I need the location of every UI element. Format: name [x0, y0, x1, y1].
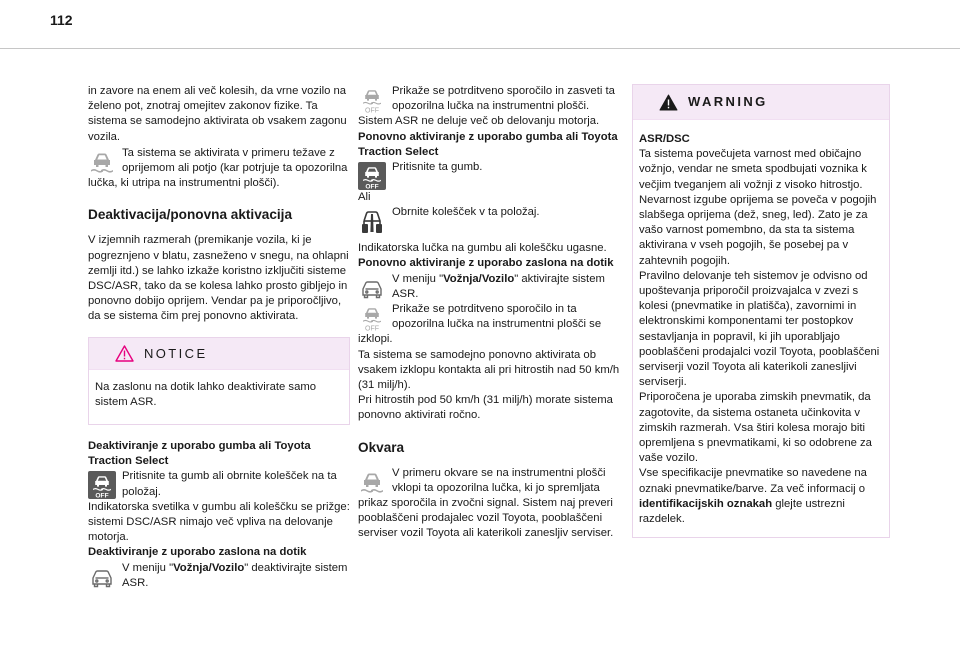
column-2	[358, 84, 620, 542]
skid-warning-light-icon	[358, 468, 386, 496]
section-heading-malfunction: Okvara	[358, 439, 405, 455]
deactivate-touchscreen-text: V meniju "Vožnja/Vozilo" deaktivirajte sistem ASR.	[122, 561, 348, 589]
svg-text:OFF: OFF	[95, 492, 109, 500]
asr-inactive-text: Sistem ASR ne deluje več ob delovanju motorja.	[358, 115, 600, 128]
subheading-deactivate-button: Deaktiviranje z uporabo gumba ali Toyota Traction Select	[88, 440, 311, 468]
warning-paragraph-3: Priporočena je uporaba zimskih pnevmatik, da zagotovite, da sistema ostaneta učinkovita v zimskih razmerah. Vsa štiri kolesa morajo biti opremljena s pnevmatikami, ki so odobrene za vaše vozilo.	[639, 391, 872, 465]
or-text: Ali	[358, 191, 371, 204]
activate-touchscreen-text: V meniju "Vožnja/Vozilo" aktivirajte sistem ASR.	[392, 272, 605, 300]
manual-reactivation-text: Pri hitrostih pod 50 km/h (31 milj/h) morate sistema ponovno aktivirati ročno.	[358, 394, 613, 422]
traction-off-button-icon	[88, 471, 116, 499]
warning-subheading: ASR/DSC	[639, 133, 690, 145]
svg-text:OFF: OFF	[365, 107, 379, 114]
svg-text:OFF: OFF	[365, 183, 379, 191]
column-1	[88, 84, 350, 591]
indicator-off-text: Indikatorska lučka na gumbu ali koleščku ugasne.	[358, 242, 607, 255]
confirmation-message-text: Prikaže se potrditveno sporočilo in zasveti ta opozorilna lučka na instrumentni plošči.	[392, 85, 615, 113]
warning-triangle-icon	[659, 94, 678, 111]
intro-text: in zavore na enem ali več kolesih, da vrne vozilo na želeno pot, znotraj omejitev zakonov fizike. Ta sistema se samodejno aktivirata ob vsakem zagonu vozila.	[88, 85, 347, 143]
skid-off-warning-light-icon	[358, 304, 386, 332]
auto-reactivation-text: Ta sistema se samodejno ponovno aktivirata ob vsakem izklopu kontakta ali pri hitrostih nad 50 km/h (31 milj/h).	[358, 348, 620, 392]
subheading-reactivate-button: Ponovno aktiviranje z uporabo gumba ali Toyota Traction Select	[358, 130, 618, 158]
warning-box	[632, 84, 890, 538]
deactivate-button-text: Pritisnite ta gumb ali obrnite kolešček na ta položaj.	[122, 470, 337, 498]
section-heading-deactivation: Deaktivacija/ponovna aktivacija	[88, 207, 293, 223]
car-menu-icon	[88, 563, 116, 591]
svg-text:OFF: OFF	[365, 325, 379, 333]
warning-title: WARNING	[688, 94, 768, 110]
warning-paragraph-4: Vse specifikacije pnevmatike so navedene na oznaki pnevmatike/barve. Za več informacij o identifikacijskih oznakah glejte ustrezni razdelek.	[639, 467, 867, 526]
warning-paragraph-1: Ta sistema povečujeta varnost med običajno vožnjo, vendar ne smeta spodbujati voznika k večjim tveganjem ali vožnji z visoko hitrostjo. Nevarnost izgube oprijema se poveča v pogojih slabšega oprijema (dež, sneg, led). Zato je za vašo varnost pomembno, da sta ta sistema aktivirana v vseh pogojih, še posebej pa v zahtevnih pogojih.	[639, 148, 877, 267]
subheading-reactivate-touchscreen: Ponovno aktiviranje z uporabo zaslona na dotik	[358, 257, 614, 270]
warning-body	[633, 120, 889, 537]
press-button-text: Pritisnite ta gumb.	[392, 161, 483, 174]
traction-off-button-icon	[358, 162, 386, 190]
indicator-lamp-text: Indikatorska svetilka v gumbu ali koleščku se prižge: sistemi DSC/ASR nimajo več vpliva na delovanje motorja.	[88, 500, 350, 544]
confirmation-off-text: Prikaže se potrditveno sporočilo in ta opozorilna lučka na instrumentni plošči se izklopi.	[358, 303, 602, 346]
traction-select-dial-icon	[358, 207, 386, 235]
page-number: 112	[50, 12, 73, 28]
warning-triangle-icon	[115, 345, 134, 362]
skid-off-warning-light-icon	[358, 86, 386, 114]
notice-text: Na zaslonu na dotik lahko deaktivirate samo sistem ASR.	[95, 380, 317, 408]
warning-paragraph-2: Pravilno delovanje teh sistemov je odvisno od upoštevanja priporočil proizvajalca v zvezi s kolesi (pnevmatike in platišča), zavornimi in elektronskimi komponentami ter postopkov sestavljanja in popravil, ki jih uporabljajo pooblaščeni prodajalci vozil Toyota, pooblaščeni serviserji vozil Toyota ali katerikoli zanesljivi serviserji.	[639, 269, 880, 389]
notice-body	[89, 370, 349, 424]
notice-header	[89, 338, 349, 370]
header-rule	[0, 48, 960, 49]
notice-title: NOTICE	[144, 345, 208, 361]
skid-warning-light-icon	[88, 148, 116, 176]
warning-header	[633, 85, 889, 120]
notice-box	[88, 337, 350, 425]
deactivation-paragraph: V izjemnih razmerah (premikanje vozila, ki je pogreznjeno v blatu, zasneženo v snegu, na ohlapni zemlji itd.) se lahko izkaže koristno izključiti sisteme DSC/ASR, tako da se kolesa lahko prosto gibljejo in ponovno dobijo oprijem. Vendar pa je priporočljivo, da se sistema čim prej ponovno aktivirata.	[88, 234, 349, 323]
turn-dial-text: Obrnite kolešček v ta položaj.	[392, 206, 540, 219]
car-menu-icon	[358, 274, 386, 302]
dsc-activation-text: Ta sistema se aktivirata v primeru težave z oprijemom ali potjo (kar potrjuje ta opozorilna lučka, ki utripa na instrumentni plošči).	[88, 146, 348, 190]
subheading-deactivate-touchscreen: Deaktiviranje z uporabo zaslona na dotik	[88, 546, 307, 559]
malfunction-text: V primeru okvare se na instrumentni plošči vklopi ta opozorilna lučka, ki jo spremljata prikaz sporočila in zvočni signal. Sistem naj preveri pooblaščeni prodajalec vozil Toyota, pooblaščeni serviser vozil Toyota ali katerikoli zanesljiv serviser.	[358, 466, 614, 540]
column-3	[632, 84, 890, 538]
